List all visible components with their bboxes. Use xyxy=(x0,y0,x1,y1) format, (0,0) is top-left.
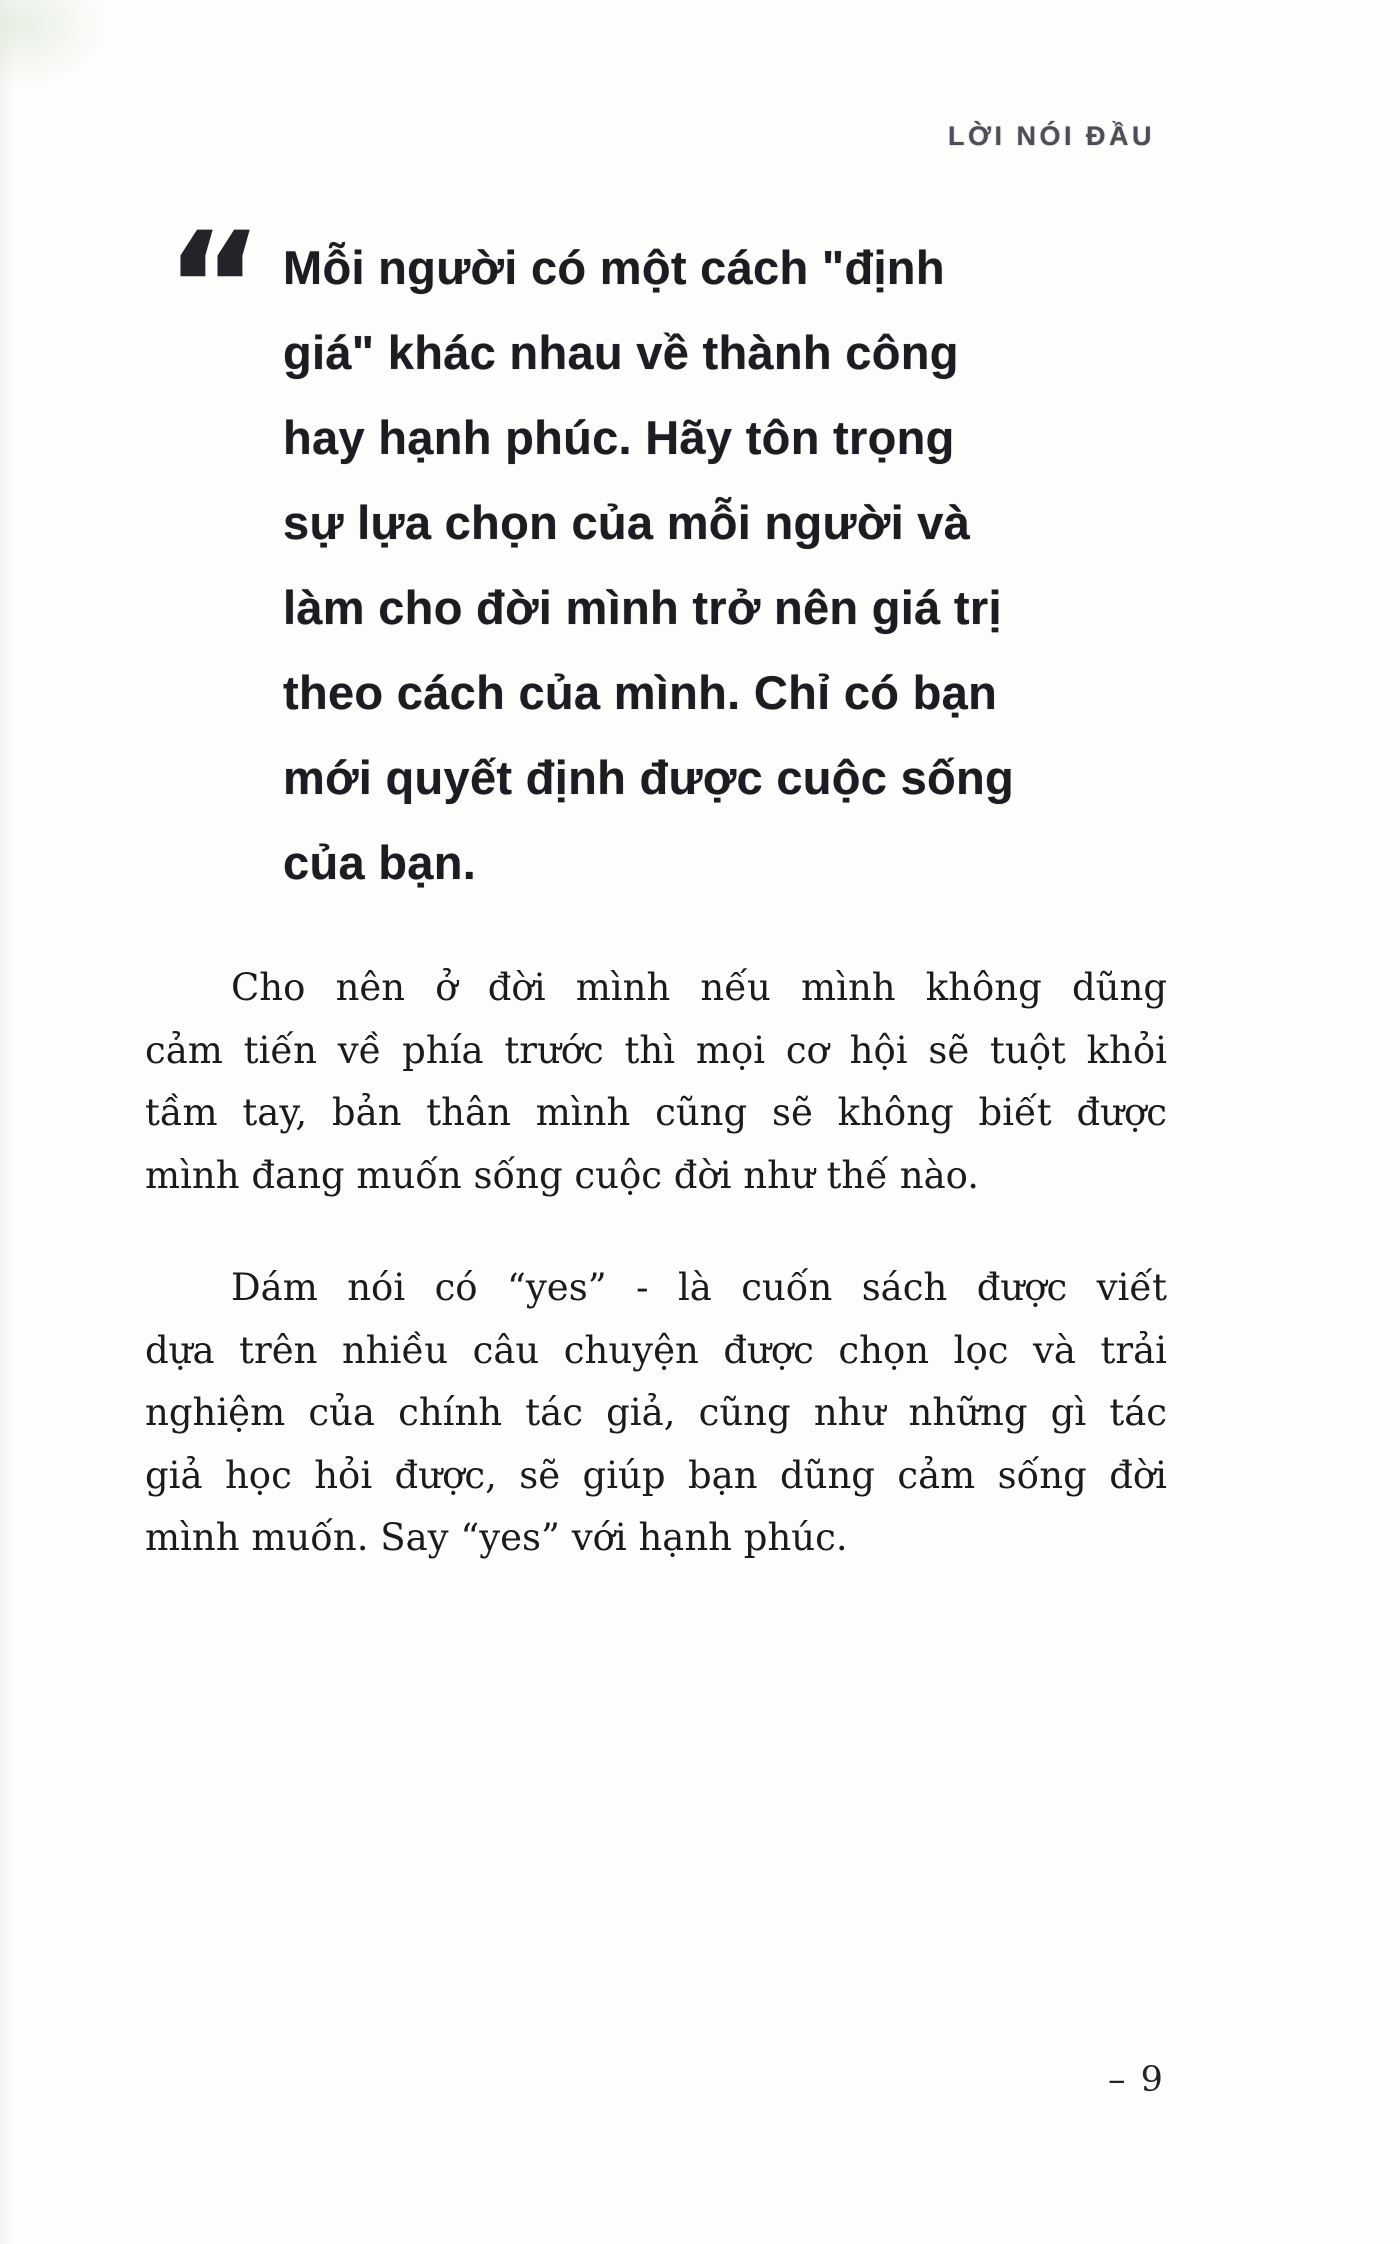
quote-line: hay hạnh phúc. Hãy tôn trọng xyxy=(283,411,955,464)
pull-quote-text xyxy=(283,225,1183,905)
paragraph-line: mình đang muốn sống cuộc đời như thế nào. xyxy=(145,1153,980,1197)
quote-line: sự lựa chọn của mỗi người và xyxy=(283,496,971,549)
paragraph-line: cảm tiến về phía trước thì mọi cơ hội sẽ tuột khỏi xyxy=(145,1028,1167,1072)
quote-line: của bạn. xyxy=(283,836,477,889)
paragraph-line: Dám nói có “yes” - là cuốn sách được viết xyxy=(231,1266,1167,1309)
quotation-mark-icon: “ xyxy=(165,201,258,375)
paragraph-line: giả học hỏi được, sẽ giúp bạn dũng cảm sống đời xyxy=(145,1453,1167,1497)
paragraph-line: dựa trên nhiều câu chuyện được chọn lọc và trải xyxy=(145,1328,1167,1372)
paragraph-line: mình muốn. Say “yes” với hạnh phúc. xyxy=(145,1516,848,1559)
quote-line: Mỗi người có một cách "định xyxy=(283,241,945,294)
paragraph-line: tầm tay, bản thân mình cũng sẽ không biết được xyxy=(145,1091,1167,1134)
body-paragraph-1 xyxy=(145,957,1167,1207)
running-head: LỜI NÓI ĐẦU xyxy=(947,121,1155,151)
quote-line: theo cách của mình. Chỉ có bạn xyxy=(283,666,998,719)
quote-line: mới quyết định được cuộc sống xyxy=(283,751,1015,804)
body-paragraph-2 xyxy=(145,1257,1167,1570)
page-number: – 9 xyxy=(1108,2060,1165,2100)
quote-line: làm cho đời mình trở nên giá trị xyxy=(283,581,1002,634)
paragraph-line: Cho nên ở đời mình nếu mình không dũng xyxy=(231,966,1167,1009)
quote-line: giá" khác nhau về thành công xyxy=(283,326,959,379)
paragraph-line: nghiệm của chính tác giả, cũng như những gì tác xyxy=(145,1391,1167,1434)
pull-quote xyxy=(165,201,1183,905)
